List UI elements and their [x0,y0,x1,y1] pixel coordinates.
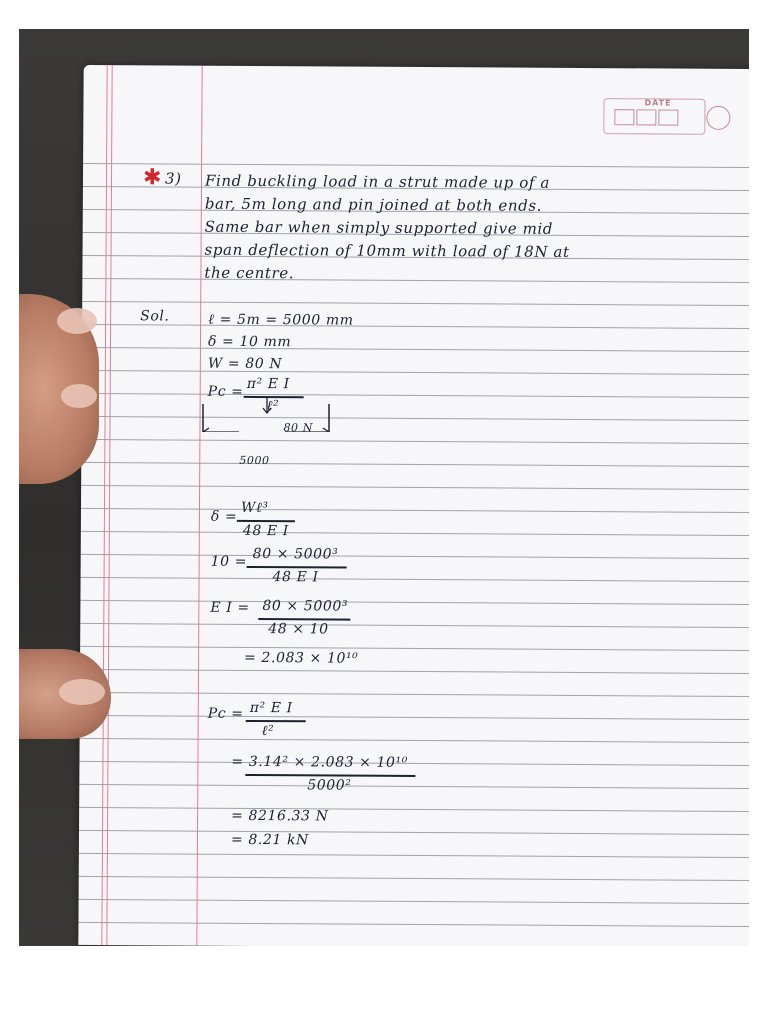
deflection-denominator: 48 E I [242,522,289,540]
result-newtons: = 8216.33 N [231,807,329,825]
date-box [603,98,705,135]
fraction-bar [245,774,415,777]
ruled-line [82,301,749,306]
ruled-line [83,163,749,168]
ei-numerator: 80 × 5000³ [262,598,349,615]
ruled-line [79,876,749,881]
fraction-bar [258,618,350,620]
date-cell [636,109,656,125]
deflection-numerator: Wℓ³ [240,499,269,517]
question-line-1: Find buckling load in a strut made up of a [204,171,551,192]
pc2-denominator: ℓ² [261,723,275,740]
result-kilonewtons: = 8.21 kN [230,831,309,849]
fraction-bar [247,566,347,568]
fraction-bar [237,520,295,522]
date-label: DATE [644,98,672,108]
ruled-line [82,324,749,329]
ruled-line [81,531,749,536]
substitution-denominator: 48 E I [272,569,319,586]
ruled-line [79,807,749,812]
ruled-line [80,669,749,674]
ruled-line [81,577,749,582]
given-length: ℓ = 5m = 5000 mm [208,311,354,329]
ruled-line [79,830,749,835]
pc-formula-denominator: ℓ² [266,398,280,415]
pc2-numerator: π² E I [249,699,293,717]
diagram-load-label: 80 N [283,421,314,435]
red-star-mark: ✱ [142,165,162,191]
ruled-line [80,646,749,651]
notebook-page [78,65,749,946]
ruled-line [79,853,749,858]
given-deflection: δ = 10 mm [207,333,292,351]
substitution-lhs: 10 = [210,553,248,570]
solution-label: Sol. [140,308,170,325]
diagram-span-label: 5000 [239,453,270,468]
ei-denominator: 48 × 10 [268,621,329,638]
ruled-line [79,784,749,789]
ruled-line [81,462,749,467]
margin-line-left-column [196,66,202,946]
ruled-line [79,899,749,904]
ruled-line [81,508,749,513]
ruled-line [81,485,749,490]
date-cell [614,109,634,125]
ruled-line [80,623,749,628]
pc-formula-numerator: π² E I [246,375,290,393]
ruled-line [80,692,749,697]
question-line-2: bar, 5m long and pin joined at both ends. [204,194,543,215]
deflection-lhs: δ = [210,508,238,525]
question-line-3: Same bar when simply supported give mid [204,217,554,238]
ruled-line [79,761,749,766]
question-line-5: the centre. [204,263,295,283]
ruled-line [80,715,749,720]
question-number: 3) [164,169,182,188]
fraction-bar [246,720,306,722]
photo-background [19,29,749,946]
margin-line-inner [106,65,112,945]
beam-diagram [135,352,355,435]
ruled-line [80,738,749,743]
fingernail [59,679,105,705]
ruled-line [81,439,749,444]
pc-formula-lhs: Pc = [207,383,244,400]
ruled-line [80,600,749,605]
fingernail [61,384,97,408]
question-line-4: span deflection of 10mm with load of 18N at [204,240,570,261]
ruled-lines [84,65,749,69]
fingernail [57,308,97,334]
ruled-line [81,554,749,559]
pc2-lhs: Pc = [207,705,244,722]
ei-lhs: E I = [210,599,250,616]
substitution-numerator: 80 × 5000³ [252,545,339,563]
ruled-line [78,922,749,927]
finger-top [19,294,99,484]
pc2-substitution-numerator: = 3.14² × 2.083 × 10¹⁰ [231,753,409,771]
ruled-line [82,278,749,283]
pc2-substitution-denominator: 5000² [307,777,352,794]
given-load: W = 80 N [207,355,283,373]
date-cell [658,109,678,125]
ei-result: = 2.083 × 10¹⁰ [244,649,359,667]
date-circle [706,106,730,130]
